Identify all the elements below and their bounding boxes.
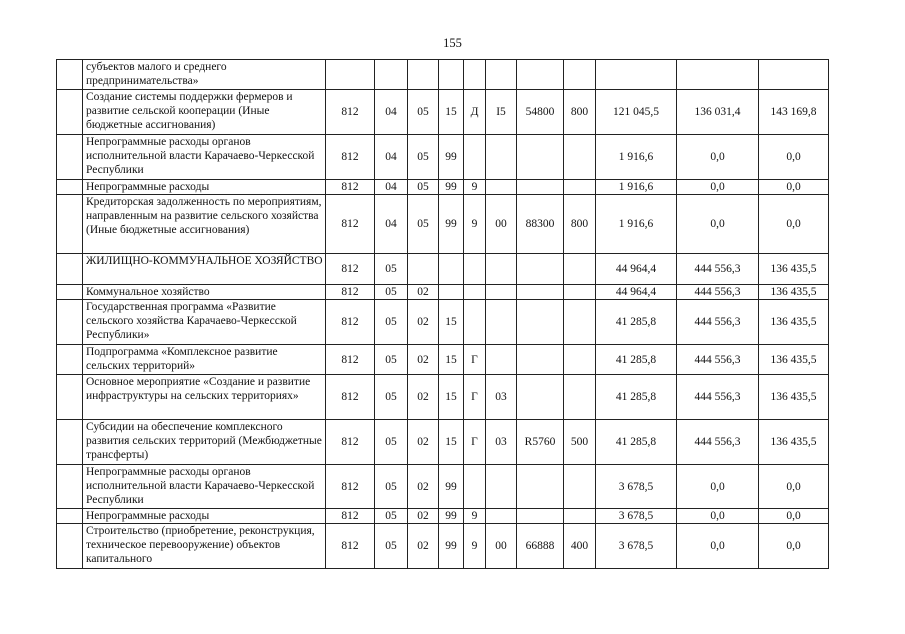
row-name-cell: Субсидии на обеспечение комплексного развития сельских территорий (Межбюджетные трансферты) (83, 420, 326, 465)
cell-c5: Г (464, 375, 486, 420)
cell-c6 (486, 465, 517, 509)
cell-c2: 05 (375, 300, 408, 345)
row-name-cell: Государственная программа «Развитие сельского хозяйства Карачаево-Черкесской Республики» (83, 300, 326, 345)
cell-c4: 15 (439, 90, 464, 135)
cell-v1: 121 045,5 (596, 90, 677, 135)
cell-c3: 02 (408, 420, 439, 465)
cell-c4: 99 (439, 524, 464, 569)
cell-c2: 05 (375, 524, 408, 569)
cell-v2: 444 556,3 (677, 375, 759, 420)
cell-v2: 0,0 (677, 135, 759, 180)
cell-c5: 9 (464, 180, 486, 195)
cell-c1: 812 (326, 420, 375, 465)
row-marker-cell (57, 254, 83, 285)
cell-v3: 136 435,5 (759, 345, 829, 375)
table-row (57, 345, 829, 375)
cell-v3: 0,0 (759, 509, 829, 524)
cell-v1: 3 678,5 (596, 524, 677, 569)
cell-c8 (564, 254, 596, 285)
cell-v1: 41 285,8 (596, 345, 677, 375)
cell-v3: 136 435,5 (759, 300, 829, 345)
cell-c6 (486, 180, 517, 195)
cell-v2: 0,0 (677, 180, 759, 195)
cell-v1: 44 964,4 (596, 254, 677, 285)
table-row (57, 524, 829, 569)
cell-c3: 02 (408, 465, 439, 509)
cell-c1: 812 (326, 345, 375, 375)
cell-c5 (464, 135, 486, 180)
cell-c4: 15 (439, 300, 464, 345)
table-row (57, 300, 829, 345)
cell-v1: 41 285,8 (596, 420, 677, 465)
cell-c1: 812 (326, 524, 375, 569)
cell-c6: 00 (486, 195, 517, 254)
cell-c7 (517, 60, 564, 90)
cell-c2: 05 (375, 465, 408, 509)
cell-c1: 812 (326, 90, 375, 135)
cell-c7: 66888 (517, 524, 564, 569)
row-marker-cell (57, 90, 83, 135)
cell-v1 (596, 60, 677, 90)
table-row (57, 465, 829, 509)
cell-c4: 99 (439, 509, 464, 524)
cell-c7 (517, 135, 564, 180)
cell-v1: 1 916,6 (596, 195, 677, 254)
cell-v2: 0,0 (677, 465, 759, 509)
row-marker-cell (57, 195, 83, 254)
cell-c5 (464, 285, 486, 300)
table-row (57, 195, 829, 254)
cell-c4 (439, 285, 464, 300)
row-marker-cell (57, 135, 83, 180)
cell-c2: 05 (375, 375, 408, 420)
cell-c8 (564, 509, 596, 524)
cell-v1: 1 916,6 (596, 180, 677, 195)
cell-c1 (326, 60, 375, 90)
row-name-cell: Непрограммные расходы (83, 509, 326, 524)
cell-c5: Д (464, 90, 486, 135)
cell-v2: 444 556,3 (677, 254, 759, 285)
cell-c4 (439, 254, 464, 285)
cell-c2: 04 (375, 195, 408, 254)
cell-c8: 400 (564, 524, 596, 569)
cell-v2: 0,0 (677, 509, 759, 524)
table-row (57, 180, 829, 195)
cell-c5 (464, 60, 486, 90)
cell-c6: 00 (486, 524, 517, 569)
cell-c6: I5 (486, 90, 517, 135)
cell-c8 (564, 345, 596, 375)
cell-c1: 812 (326, 375, 375, 420)
cell-c6 (486, 285, 517, 300)
cell-c8: 800 (564, 195, 596, 254)
cell-c5: Г (464, 420, 486, 465)
cell-c2: 05 (375, 420, 408, 465)
cell-v2: 444 556,3 (677, 345, 759, 375)
cell-c1: 812 (326, 300, 375, 345)
cell-c5 (464, 254, 486, 285)
table-row (57, 420, 829, 465)
cell-v3: 136 435,5 (759, 375, 829, 420)
budget-table (56, 59, 829, 569)
row-marker-cell (57, 509, 83, 524)
row-name-cell: Создание системы поддержки фермеров и развитие сельской кооперации (Иные бюджетные ассигнования) (83, 90, 326, 135)
cell-c1: 812 (326, 180, 375, 195)
cell-c1: 812 (326, 254, 375, 285)
cell-c8 (564, 180, 596, 195)
cell-v3 (759, 60, 829, 90)
cell-c7 (517, 300, 564, 345)
cell-c2: 05 (375, 254, 408, 285)
cell-c3: 05 (408, 195, 439, 254)
cell-c8: 800 (564, 90, 596, 135)
cell-v2: 444 556,3 (677, 420, 759, 465)
cell-c8 (564, 375, 596, 420)
cell-c4: 99 (439, 195, 464, 254)
row-marker-cell (57, 524, 83, 569)
cell-c8 (564, 300, 596, 345)
cell-c5: 9 (464, 509, 486, 524)
cell-v3: 0,0 (759, 180, 829, 195)
cell-c2: 05 (375, 345, 408, 375)
cell-c6: 03 (486, 375, 517, 420)
cell-c4: 99 (439, 135, 464, 180)
cell-c7 (517, 285, 564, 300)
cell-c3 (408, 254, 439, 285)
row-name-cell: Коммунальное хозяйство (83, 285, 326, 300)
cell-c1: 812 (326, 195, 375, 254)
cell-c8 (564, 285, 596, 300)
cell-c3: 02 (408, 509, 439, 524)
cell-c3: 02 (408, 285, 439, 300)
cell-c2: 04 (375, 180, 408, 195)
cell-v3: 143 169,8 (759, 90, 829, 135)
cell-c5: 9 (464, 524, 486, 569)
cell-c8: 500 (564, 420, 596, 465)
cell-c4: 15 (439, 345, 464, 375)
table-row (57, 60, 829, 90)
cell-c6 (486, 135, 517, 180)
cell-v3: 0,0 (759, 465, 829, 509)
cell-c2: 04 (375, 90, 408, 135)
cell-c3 (408, 60, 439, 90)
cell-c5 (464, 465, 486, 509)
cell-v1: 41 285,8 (596, 375, 677, 420)
row-name-cell: ЖИЛИЩНО-КОММУНАЛЬНОЕ ХОЗЯЙСТВО (83, 254, 326, 285)
cell-c7 (517, 465, 564, 509)
row-marker-cell (57, 345, 83, 375)
row-name-cell: Непрограммные расходы (83, 180, 326, 195)
table-row (57, 90, 829, 135)
cell-c3: 02 (408, 300, 439, 345)
row-name-cell: Непрограммные расходы органов исполнительной власти Карачаево-Черкесской Республики (83, 465, 326, 509)
cell-c4 (439, 60, 464, 90)
cell-c6 (486, 300, 517, 345)
cell-c3: 05 (408, 180, 439, 195)
page-number: 155 (443, 36, 462, 50)
cell-v3: 0,0 (759, 195, 829, 254)
row-marker-cell (57, 465, 83, 509)
row-name-cell: Кредиторская задолженность по мероприятиям, направленным на развитие сельского хозяйства (Иные бюджетные ассигнования) (83, 195, 326, 254)
cell-c6 (486, 254, 517, 285)
table-row (57, 509, 829, 524)
cell-v2: 0,0 (677, 195, 759, 254)
row-name-cell: Строительство (приобретение, реконструкция, техническое перевооружение) объектов капитального (83, 524, 326, 569)
cell-c2: 05 (375, 285, 408, 300)
cell-c7 (517, 254, 564, 285)
row-marker-cell (57, 180, 83, 195)
cell-c2: 04 (375, 135, 408, 180)
cell-v2: 444 556,3 (677, 300, 759, 345)
cell-v3: 136 435,5 (759, 285, 829, 300)
cell-c3: 05 (408, 90, 439, 135)
row-marker-cell (57, 420, 83, 465)
cell-c4: 99 (439, 180, 464, 195)
cell-c7 (517, 345, 564, 375)
cell-c7 (517, 180, 564, 195)
row-name-cell: Основное мероприятие «Создание и развитие инфраструктуры на сельских территориях» (83, 375, 326, 420)
cell-c1: 812 (326, 465, 375, 509)
cell-c4: 15 (439, 420, 464, 465)
cell-c4: 99 (439, 465, 464, 509)
cell-c1: 812 (326, 509, 375, 524)
table-row (57, 375, 829, 420)
cell-v3: 136 435,5 (759, 420, 829, 465)
cell-c5: Г (464, 345, 486, 375)
row-name-cell: Подпрограмма «Комплексное развитие сельских территорий» (83, 345, 326, 375)
row-name-cell: субъектов малого и среднего предпринимательства» (83, 60, 326, 90)
cell-c3: 02 (408, 345, 439, 375)
table-row (57, 254, 829, 285)
row-name-cell: Непрограммные расходы органов исполнительной власти Карачаево-Черкесской Республики (83, 135, 326, 180)
cell-c8 (564, 465, 596, 509)
cell-v2: 136 031,4 (677, 90, 759, 135)
cell-c2: 05 (375, 509, 408, 524)
cell-c8 (564, 60, 596, 90)
cell-c3: 02 (408, 375, 439, 420)
row-marker-cell (57, 300, 83, 345)
cell-c3: 05 (408, 135, 439, 180)
cell-c7 (517, 375, 564, 420)
cell-c7: R5760 (517, 420, 564, 465)
cell-v2: 444 556,3 (677, 285, 759, 300)
cell-v1: 1 916,6 (596, 135, 677, 180)
cell-c6: 03 (486, 420, 517, 465)
cell-v1: 41 285,8 (596, 300, 677, 345)
row-marker-cell (57, 60, 83, 90)
row-marker-cell (57, 285, 83, 300)
cell-v3: 0,0 (759, 524, 829, 569)
cell-c6 (486, 60, 517, 90)
cell-c1: 812 (326, 285, 375, 300)
cell-v1: 44 964,4 (596, 285, 677, 300)
cell-c3: 02 (408, 524, 439, 569)
cell-c4: 15 (439, 375, 464, 420)
table-row (57, 135, 829, 180)
row-marker-cell (57, 375, 83, 420)
cell-c7 (517, 509, 564, 524)
cell-c6 (486, 509, 517, 524)
cell-v2 (677, 60, 759, 90)
cell-v2: 0,0 (677, 524, 759, 569)
cell-v1: 3 678,5 (596, 509, 677, 524)
cell-c1: 812 (326, 135, 375, 180)
cell-c5 (464, 300, 486, 345)
table-row (57, 285, 829, 300)
cell-c7: 54800 (517, 90, 564, 135)
cell-c5: 9 (464, 195, 486, 254)
cell-c7: 88300 (517, 195, 564, 254)
cell-v1: 3 678,5 (596, 465, 677, 509)
cell-c6 (486, 345, 517, 375)
cell-v3: 0,0 (759, 135, 829, 180)
cell-v3: 136 435,5 (759, 254, 829, 285)
cell-c8 (564, 135, 596, 180)
cell-c2 (375, 60, 408, 90)
